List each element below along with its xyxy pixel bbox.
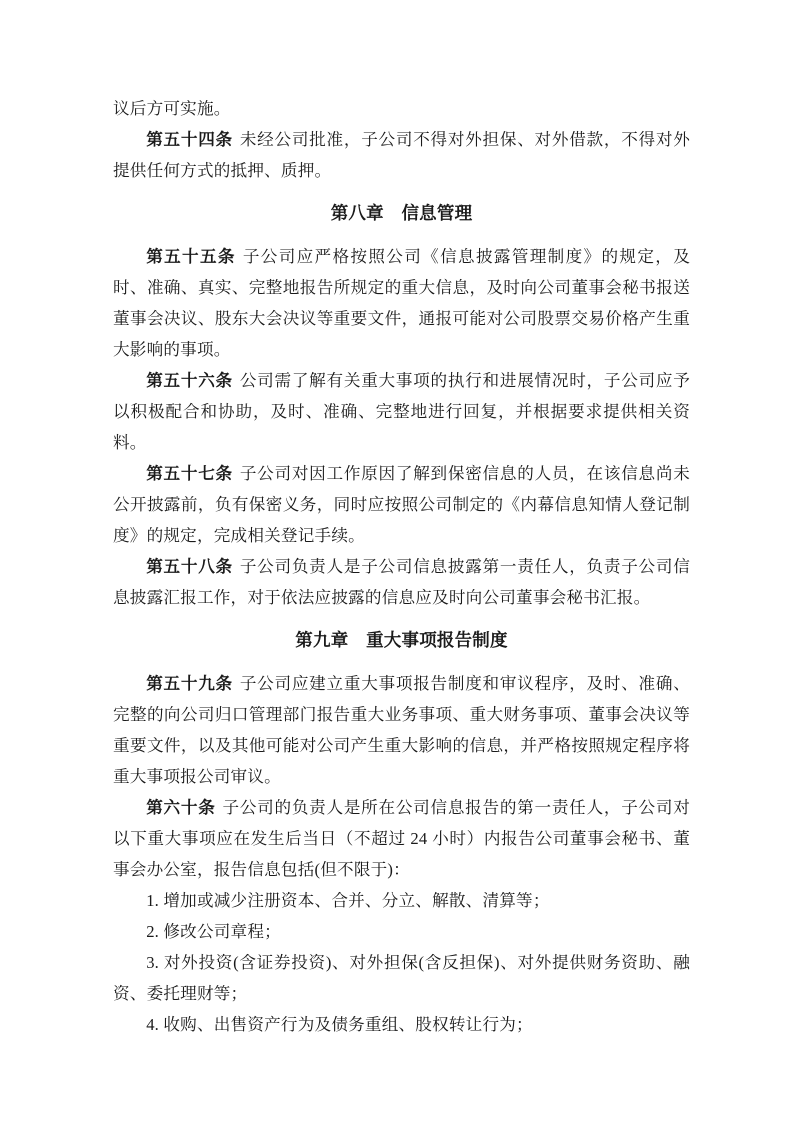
body-paragraph: 1. 增加或减少注册资本、合并、分立、解散、清算等； (146, 891, 550, 910)
article-number: 第五十五条 (146, 247, 236, 266)
article-number: 第五十七条 (146, 464, 233, 483)
article-paragraph: 第五十四条 未经公司批准，子公司不得对外担保、对外借款，不得对外提供任何方式的抵押、质押。 (113, 130, 691, 180)
page-body (113, 93, 690, 1040)
article-number: 第五十四条 (146, 130, 233, 149)
body-paragraph: 3. 对外投资(含证券投资)、对外担保(含反担保)、对外提供财务资助、融资、委托理财等； (113, 953, 690, 1003)
body-paragraph: 4. 收购、出售资产行为及债务重组、股权转让行为； (146, 1015, 533, 1034)
article-paragraph: 第五十九条 子公司应建立重大事项报告制度和审议程序，及时、准确、完整的向公司归口管理部门报告重大业务事项、重大财务事项、董事会决议等重要文件，以及其他可能对公司产生重大影响的信息，并严格按照规定程序将重大事项报公司审议。 (113, 674, 691, 786)
article-paragraph: 第五十七条 子公司对因工作原因了解到保密信息的人员，在该信息尚未公开披露前，负有保密义务，同时应按照公司制定的《内幕信息知情人登记制度》的规定，完成相关登记手续。 (113, 464, 691, 545)
article-number: 第五十六条 (146, 371, 233, 390)
article-paragraph: 第五十八条 子公司负责人是子公司信息披露第一责任人，负责子公司信息披露汇报工作，对于依法应披露的信息应及时向公司董事会秘书汇报。 (113, 557, 691, 607)
article-number: 第五十八条 (146, 557, 233, 576)
article-paragraph: 第五十五条 子公司应严格按照公司《信息披露管理制度》的规定，及时、准确、真实、完整地报告所规定的重大信息，及时向公司董事会秘书报送董事会决议、股东大会决议等重要文件，通报可能对公司股票交易价格产生重大影响的事项。 (113, 247, 691, 359)
chapter-heading: 第八章 信息管理 (330, 203, 473, 223)
article-number: 第五十九条 (146, 674, 233, 693)
chapter-heading: 第九章 重大事项报告制度 (295, 630, 508, 650)
article-paragraph: 第六十条 子公司的负责人是所在公司信息报告的第一责任人，子公司对以下重大事项应在发生后当日（不超过 24 小时）内报告公司董事会秘书、董事会办公室，报告信息包括(但不限于)： (113, 798, 690, 879)
body-paragraph: 议后方可实施。 (113, 99, 231, 118)
body-paragraph: 2. 修改公司章程； (146, 922, 281, 941)
article-number: 第六十条 (146, 798, 216, 817)
article-paragraph: 第五十六条 公司需了解有关重大事项的执行和进展情况时，子公司应予以积极配合和协助，及时、准确、完整地进行回复，并根据要求提供相关资料。 (113, 371, 691, 452)
